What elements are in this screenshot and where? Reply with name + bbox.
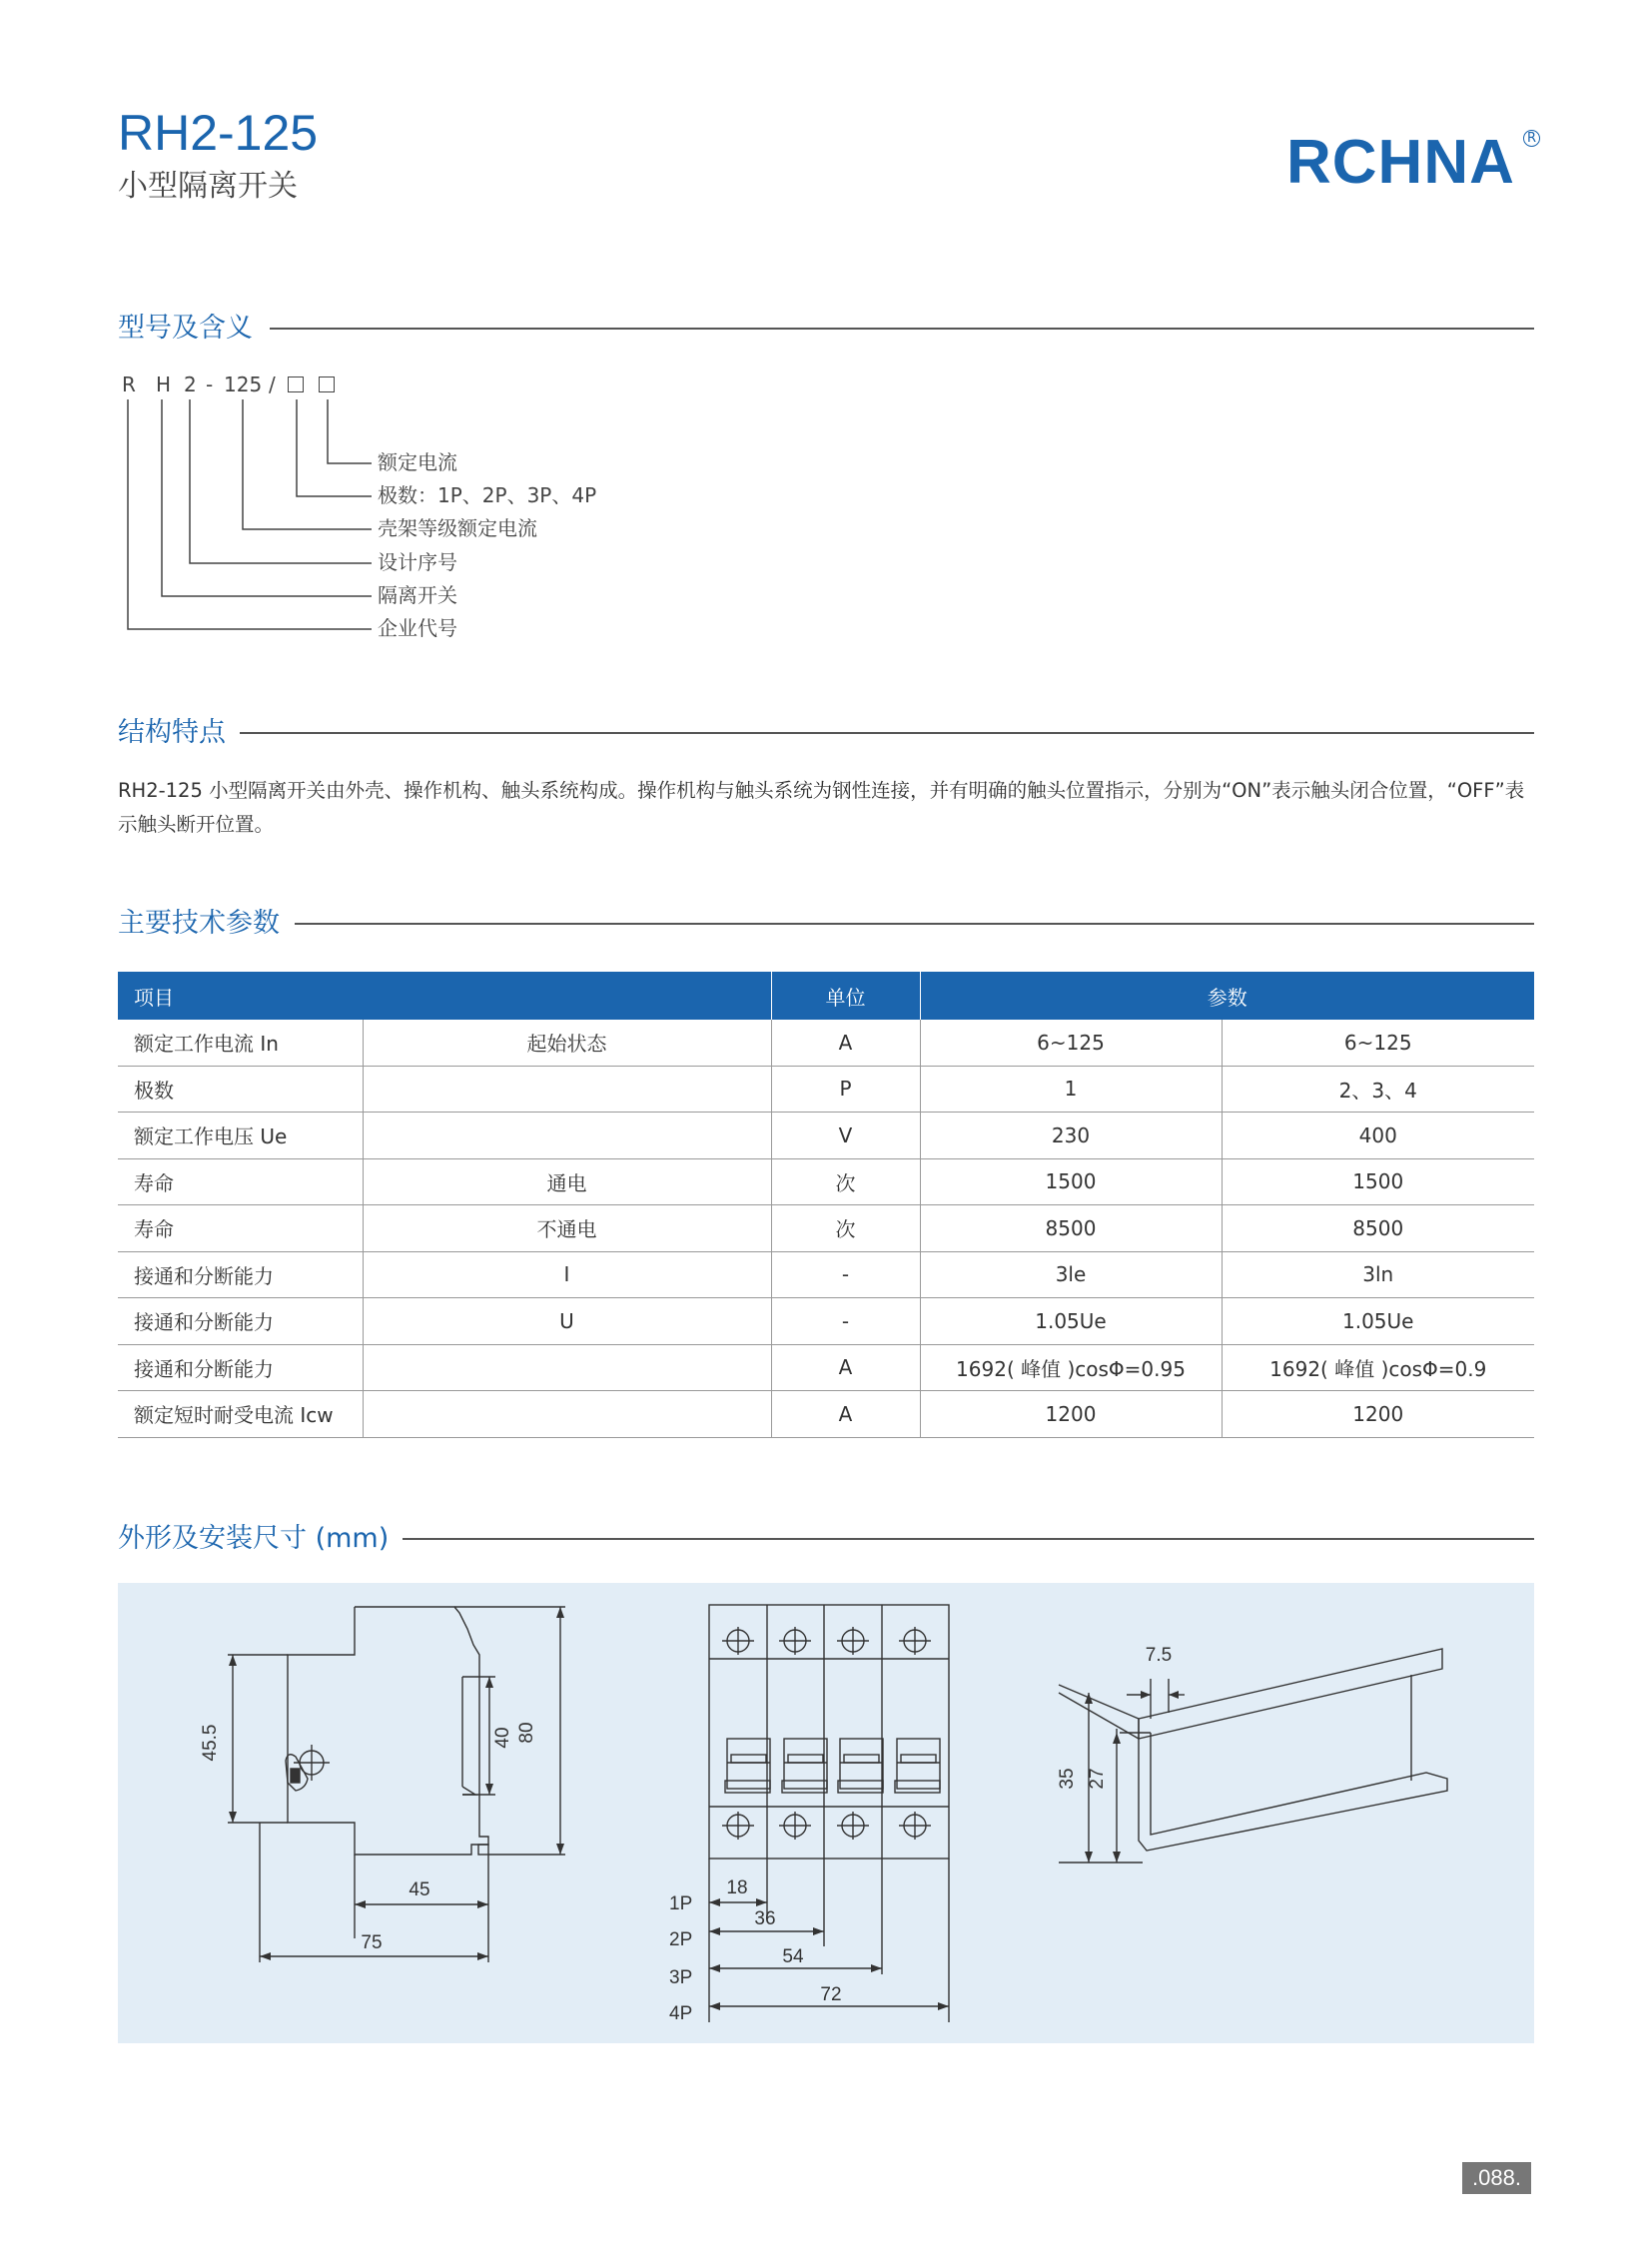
table-row <box>118 1298 1534 1345</box>
label-company-code: 企业代号 <box>378 616 457 640</box>
header-params: 参数 <box>920 972 1534 1020</box>
cell-condition <box>363 1391 771 1438</box>
pole-label-3p: 3P <box>669 1967 693 1988</box>
label-poles: 极数：1P、2P、3P、4P <box>378 483 597 507</box>
cell-value-multi: 3ln <box>1222 1251 1534 1298</box>
dim-27: 27 <box>1087 1768 1108 1790</box>
pole-label-1p: 1P <box>669 1893 693 1914</box>
code-char-125: 125 <box>224 373 263 396</box>
din-rail-drawing <box>1057 1645 1447 1863</box>
model-code-lines <box>0 0 699 659</box>
cell-value-1p: 6~125 <box>920 1020 1222 1066</box>
cell-item: 额定短时耐受电流 Icw <box>118 1391 363 1438</box>
cell-condition <box>363 1113 771 1159</box>
dim-40: 40 <box>492 1727 513 1749</box>
width-4p: 72 <box>820 1984 842 2005</box>
width-1p: 18 <box>726 1877 748 1898</box>
table-row <box>118 1020 1534 1066</box>
code-char-h: H <box>156 373 172 396</box>
model-title: RH2-125 <box>118 105 319 161</box>
section-rule <box>400 1538 1534 1540</box>
registered-mark: R <box>1523 130 1540 147</box>
cell-value-1p: 230 <box>920 1113 1222 1159</box>
label-design-serial: 设计序号 <box>378 550 457 574</box>
line-isolator <box>162 399 372 596</box>
dim-75: 75 <box>361 1932 383 1953</box>
brand-logo: RCHNA <box>1286 128 1515 197</box>
parameters-table <box>118 972 1534 1438</box>
front-view-drawing <box>669 1605 949 2024</box>
cell-condition: 不通电 <box>363 1205 771 1252</box>
cell-value-multi: 6~125 <box>1222 1020 1534 1066</box>
section-rule <box>240 732 1534 734</box>
cell-item: 接通和分断能力 <box>118 1344 363 1391</box>
cell-value-multi: 1.05Ue <box>1222 1298 1534 1345</box>
cell-unit: A <box>771 1020 920 1066</box>
cell-condition: 起始状态 <box>363 1020 771 1066</box>
cell-unit: V <box>771 1113 920 1159</box>
cell-condition: I <box>363 1251 771 1298</box>
cell-condition: U <box>363 1298 771 1345</box>
cell-unit: - <box>771 1298 920 1345</box>
dim-45-5: 45.5 <box>200 1724 221 1762</box>
table-row <box>118 1251 1534 1298</box>
dim-45: 45 <box>409 1879 430 1900</box>
cell-unit: 次 <box>771 1205 920 1252</box>
code-char-slash: / <box>269 373 276 396</box>
cell-value-1p: 8500 <box>920 1205 1222 1252</box>
cell-item: 接通和分断能力 <box>118 1298 363 1345</box>
dim-80: 80 <box>516 1722 537 1744</box>
line-poles <box>297 399 372 496</box>
cell-value-multi: 1200 <box>1222 1391 1534 1438</box>
cell-condition <box>363 1344 771 1391</box>
cell-item: 接通和分断能力 <box>118 1251 363 1298</box>
cell-unit: - <box>771 1251 920 1298</box>
dim-35: 35 <box>1057 1768 1078 1790</box>
label-frame-current: 壳架等级额定电流 <box>378 516 537 540</box>
dim-7-5: 7.5 <box>1145 1645 1173 1666</box>
pole-label-2p: 2P <box>669 1929 693 1950</box>
line-frame <box>243 399 372 529</box>
dimension-drawings <box>118 1583 1534 2043</box>
section-title-structure: 结构特点 <box>118 719 240 746</box>
cell-condition: 通电 <box>363 1158 771 1205</box>
table-header-row <box>118 972 1534 1020</box>
dimension-drawing-panel <box>118 1583 1534 2043</box>
cell-value-multi: 1500 <box>1222 1158 1534 1205</box>
cell-item: 寿命 <box>118 1158 363 1205</box>
side-view-drawing <box>200 1607 565 1962</box>
line-company <box>128 399 372 629</box>
table-row <box>118 1205 1534 1252</box>
header-item: 项目 <box>118 972 771 1020</box>
cell-value-1p: 1200 <box>920 1391 1222 1438</box>
cell-value-1p: 1.05Ue <box>920 1298 1222 1345</box>
label-isolator: 隔离开关 <box>378 583 457 607</box>
section-rule <box>295 923 1534 925</box>
cell-value-1p: 1692( 峰值 )cosΦ=0.95 <box>920 1344 1222 1391</box>
line-current <box>328 399 372 463</box>
cell-value-multi: 2、3、4 <box>1222 1066 1534 1113</box>
section-title-model-meaning: 型号及含义 <box>118 315 267 342</box>
table-row <box>118 1391 1534 1438</box>
table-row <box>118 1158 1534 1205</box>
cell-unit: 次 <box>771 1158 920 1205</box>
table-row <box>118 1344 1534 1391</box>
cell-item: 额定工作电压 Ue <box>118 1113 363 1159</box>
cell-value-multi: 1692( 峰值 )cosΦ=0.9 <box>1222 1344 1534 1391</box>
label-rated-current: 额定电流 <box>378 450 457 474</box>
cell-value-multi: 400 <box>1222 1113 1534 1159</box>
model-subtitle: 小型隔离开关 <box>118 169 298 204</box>
cell-unit: P <box>771 1066 920 1113</box>
page-number: .088. <box>1462 2162 1531 2194</box>
pole-label-4p: 4P <box>669 2003 693 2024</box>
cell-item: 额定工作电流 In <box>118 1020 363 1066</box>
cell-condition <box>363 1066 771 1113</box>
cell-unit: A <box>771 1344 920 1391</box>
cell-value-1p: 1 <box>920 1066 1222 1113</box>
header-unit: 单位 <box>771 972 920 1020</box>
cell-value-multi: 8500 <box>1222 1205 1534 1252</box>
line-design <box>190 399 372 563</box>
section-title-tech-params: 主要技术参数 <box>118 910 294 937</box>
code-char-2: 2 <box>184 373 197 396</box>
section-title-dimensions: 外形及安装尺寸 (mm) <box>118 1525 403 1552</box>
cell-value-1p: 1500 <box>920 1158 1222 1205</box>
code-char-r: R <box>122 373 136 396</box>
width-3p: 54 <box>782 1946 804 1967</box>
structure-description: RH2-125 小型隔离开关由外壳、操作机构、触头系统构成。操作机构与触头系统为钢性连接，并有明确的触头位置指示，分别为“ON”表示触头闭合位置，“OFF”表示触头断开位置。 <box>118 779 1525 836</box>
cell-unit: A <box>771 1391 920 1438</box>
width-2p: 36 <box>754 1908 776 1929</box>
code-char-dash: - <box>206 373 214 396</box>
cell-value-1p: 3le <box>920 1251 1222 1298</box>
cell-item: 极数 <box>118 1066 363 1113</box>
cell-item: 寿命 <box>118 1205 363 1252</box>
table-row <box>118 1066 1534 1113</box>
table-row <box>118 1113 1534 1159</box>
